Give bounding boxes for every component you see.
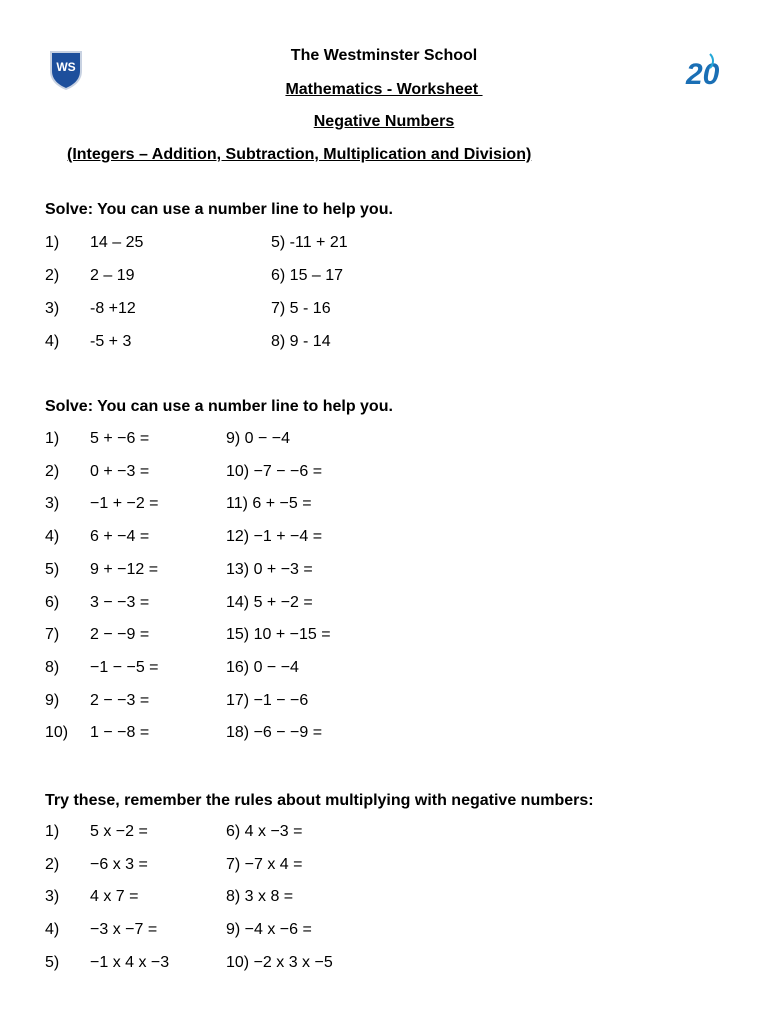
worksheet-subtopic: (Integers – Addition, Subtraction, Multiplication and Division) [67,146,532,163]
problem-row [0,234,768,258]
problem-number: 4) [45,921,60,939]
problem-row [0,659,768,683]
problem-row [0,463,768,487]
problem-number: 5) [45,560,60,578]
crest-lettering: WS [56,60,76,74]
problem-row [0,692,768,716]
problem-row [0,823,768,847]
problem-left: −1 x 4 x −3 [90,953,170,971]
problem-number: 1) [45,234,60,251]
school-name: The Westminster School [290,47,478,64]
problem-row [0,300,768,324]
problem-left: −1 + −2 = [90,495,159,513]
problem-number: 1) [45,430,60,447]
problem-right: 6) 4 x −3 = [226,823,303,840]
problem-left: 3 − −3 = [90,593,150,611]
problem-left: 6 + −4 = [90,528,150,546]
problem-number: 4) [45,528,60,546]
problem-right: 6) 15 – 17 [271,267,344,284]
problem-left: 2 – 19 [90,267,135,284]
problem-number: 6) [45,593,60,611]
problem-number: 5) [45,953,60,971]
problem-left: 5 + −6 = [90,430,150,447]
problem-right: 9) −4 x −6 = [226,921,312,939]
problem-row [0,954,768,978]
problem-row [0,626,768,650]
problem-left: -8 +12 [90,300,136,317]
problem-row [0,528,768,552]
problem-left: 5 x −2 = [90,823,148,840]
problem-left: -5 + 3 [90,333,132,350]
problem-left: −6 x 3 = [90,855,148,873]
problem-right: 11) 6 + −5 = [226,495,312,513]
problem-left: 1 − −8 = [90,724,150,742]
problem-right: 7) 5 - 16 [271,300,331,317]
problem-right: 8) 3 x 8 = [226,888,294,906]
problem-right: 16) 0 − −4 [226,658,299,676]
problem-right: 14) 5 + −2 = [226,593,313,611]
problem-left: 2 − −9 = [90,626,150,644]
problem-row [0,561,768,585]
problem-row [0,921,768,945]
problem-row [0,430,768,454]
problem-number: 9) [45,691,60,709]
problem-number: 8) [45,658,60,676]
problem-right: 17) −1 − −6 [226,691,309,709]
section-1-heading: Solve: You can use a number line to help you. [45,201,393,218]
problem-right: 12) −1 + −4 = [226,528,323,546]
problem-left: 9 + −12 = [90,560,159,578]
problem-right: 15) 10 + −15 = [226,626,331,644]
problem-row [0,856,768,880]
problem-right: 9) 0 − −4 [226,430,291,447]
problem-number: 10) [45,724,69,742]
problem-right: 10) −2 x 3 x −5 [226,953,333,971]
worksheet-subject: Mathematics - Worksheet [285,81,483,98]
problem-left: 4 x 7 = [90,888,139,906]
problem-number: 3) [45,495,60,513]
problem-left: 14 – 25 [90,234,144,251]
problem-number: 4) [45,333,60,350]
problem-number: 2) [45,855,60,873]
problem-row [0,333,768,357]
problem-row [0,594,768,618]
problem-right: 8) 9 - 14 [271,333,331,350]
anniversary-lettering: 20 [686,58,720,91]
section-2-heading: Solve: You can use a number line to help you. [45,398,393,415]
problem-row [0,495,768,519]
section-3-heading: Try these, remember the rules about multiplying with negative numbers: [45,792,594,809]
problem-number: 3) [45,888,60,906]
problem-left: −1 − −5 = [90,658,159,676]
problem-right: 18) −6 − −9 = [226,724,323,742]
problem-row [0,267,768,291]
worksheet-topic: Negative Numbers [313,113,455,130]
problem-right: 13) 0 + −3 = [226,560,313,578]
problem-number: 1) [45,823,60,840]
problem-left: 2 − −3 = [90,691,150,709]
problem-left: 0 + −3 = [90,462,150,480]
problem-right: 5) -11 + 21 [271,234,348,251]
problem-number: 2) [45,267,60,284]
problem-number: 2) [45,462,60,480]
problem-right: 7) −7 x 4 = [226,855,303,873]
problem-right: 10) −7 − −6 = [226,462,323,480]
problem-number: 7) [45,626,60,644]
problem-row [0,888,768,912]
problem-left: −3 x −7 = [90,921,158,939]
problem-row [0,724,768,748]
problem-number: 3) [45,300,60,317]
